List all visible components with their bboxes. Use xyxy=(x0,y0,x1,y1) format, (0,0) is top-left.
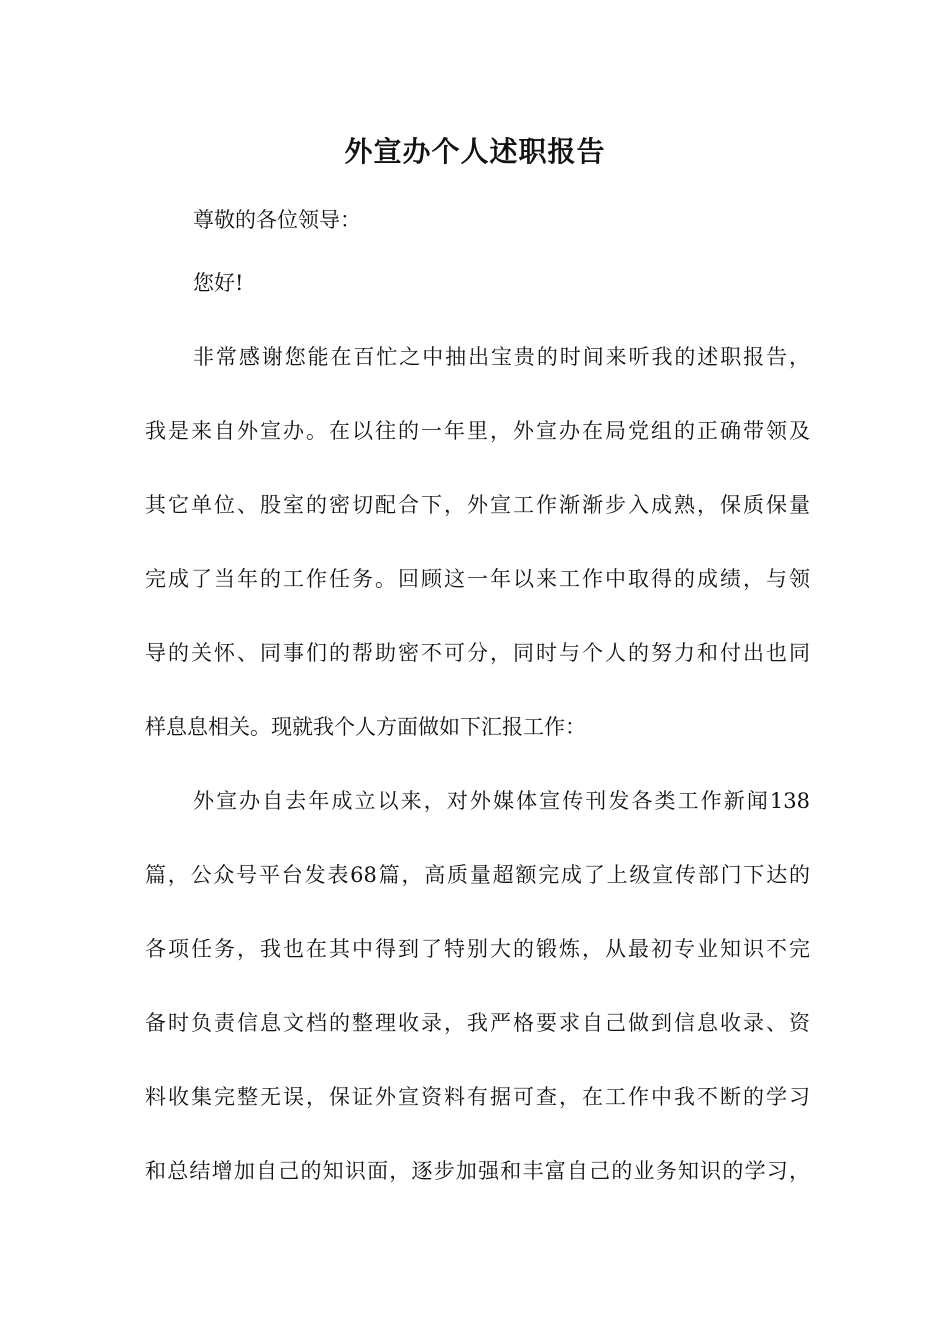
paragraph-line: 料收集完整无误，保证外宣资料有据可查，在工作中我不断的学习 xyxy=(145,1085,810,1109)
greeting-line: 您好! xyxy=(193,271,244,295)
paragraph-line: 篇，公众号平台发表68篇，高质量超额完成了上级宣传部门下达的 xyxy=(145,863,810,887)
paragraph-line: 样息息相关。现就我个人方面做如下汇报工作： xyxy=(145,715,586,739)
salutation-line: 尊敬的各位领导： xyxy=(193,208,361,232)
paragraph-line: 其它单位、股室的密切配合下，外宣工作渐渐步入成熟，保质保量 xyxy=(145,493,810,517)
paragraph-line: 外宣办自去年成立以来，对外媒体宣传刊发各类工作新闻138 xyxy=(193,789,810,813)
paragraph-line: 我是来自外宣办。在以往的一年里，外宣办在局党组的正确带领及 xyxy=(145,419,810,443)
document-title: 外宣办个人述职报告 xyxy=(344,135,606,168)
paragraph-line: 各项任务，我也在其中得到了特别大的锻炼，从最初专业知识不完 xyxy=(145,937,810,961)
paragraph-line: 和总结增加自己的知识面，逐步加强和丰富自己的业务知识的学习， xyxy=(145,1159,810,1183)
paragraph-line: 导的关怀、同事们的帮助密不可分，同时与个人的努力和付出也同 xyxy=(145,641,810,665)
paragraph-line: 备时负责信息文档的整理收录，我严格要求自己做到信息收录、资 xyxy=(145,1011,810,1035)
paragraph-line: 非常感谢您能在百忙之中抽出宝贵的时间来听我的述职报告， xyxy=(193,345,810,369)
paragraph-line: 完成了当年的工作任务。回顾这一年以来工作中取得的成绩，与领 xyxy=(145,567,810,591)
